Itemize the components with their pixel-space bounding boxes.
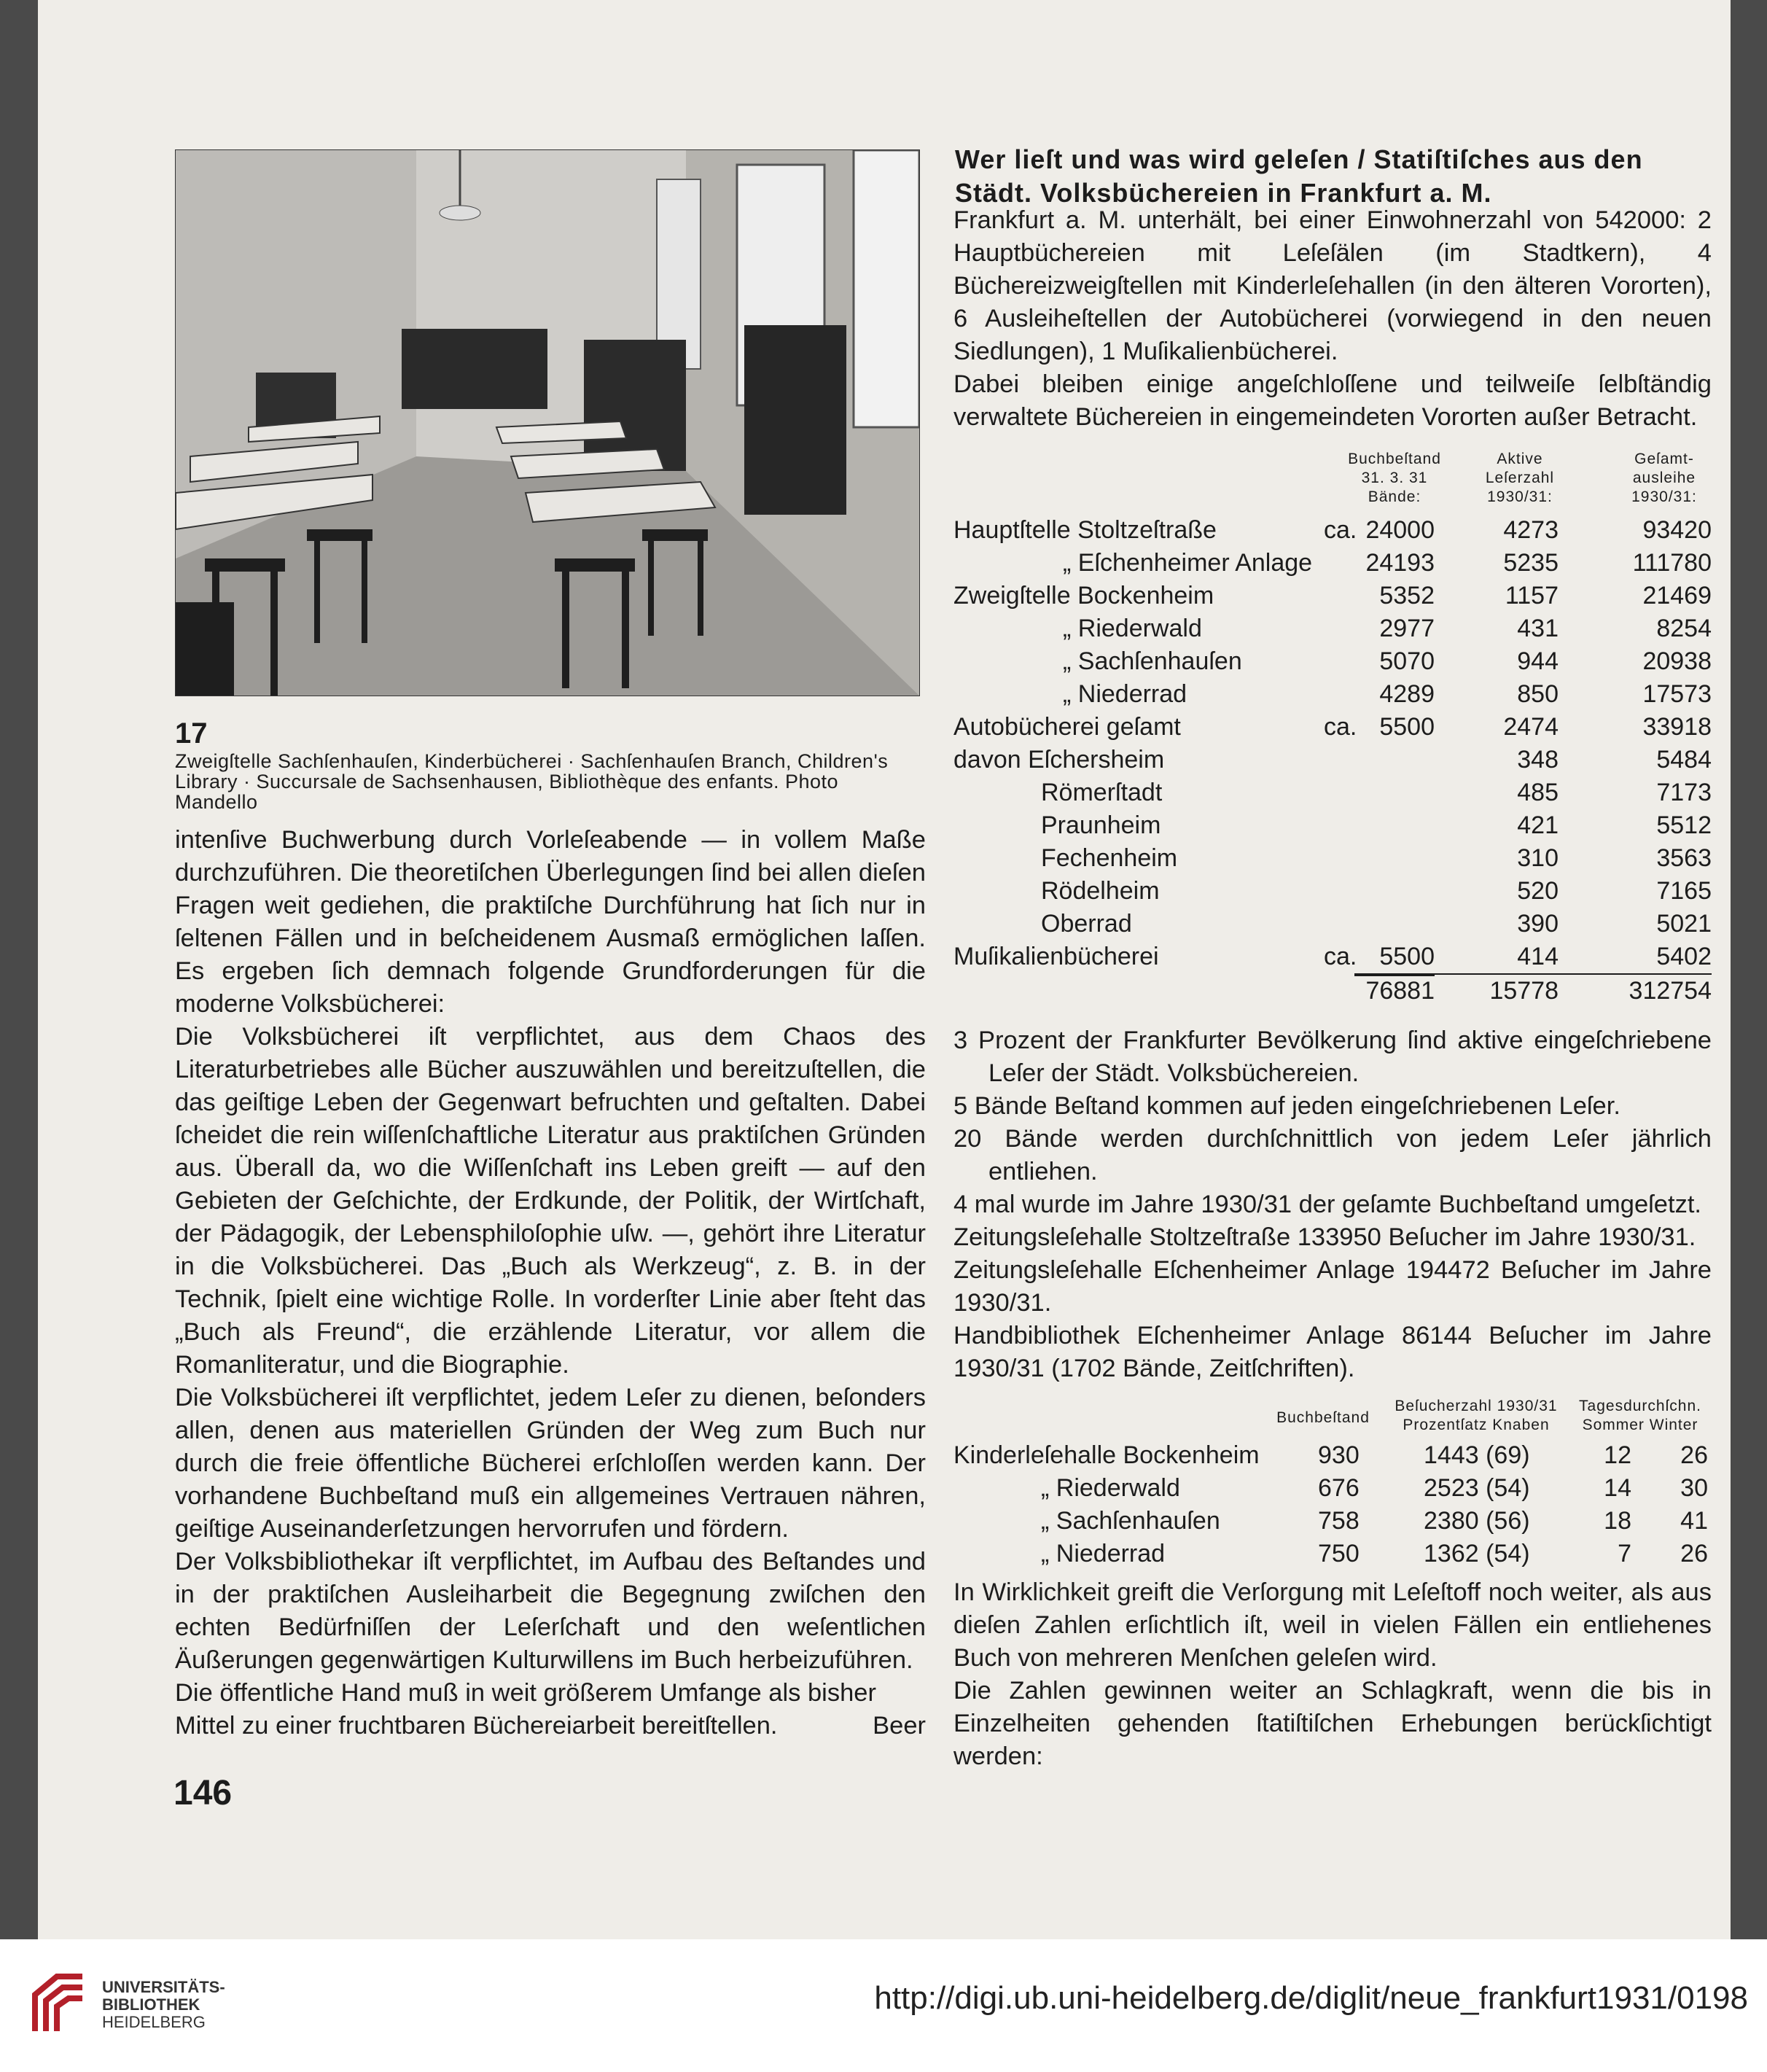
table2-header-bestand: Buchbeſtand: [1276, 1409, 1370, 1426]
row-besucher: 2380 (56): [1424, 1507, 1530, 1535]
table-row: [953, 940, 1712, 973]
row-name: Zweigſtelle Bockenheim: [953, 582, 1214, 609]
row-gesamt: 7173: [1656, 779, 1712, 806]
row-aktive: 310: [1517, 844, 1559, 872]
row-name: davon Eſchersheim: [953, 746, 1165, 774]
table-row: [953, 1472, 1712, 1505]
table-row: [953, 1538, 1712, 1570]
row-bestand: 4289: [1379, 680, 1435, 708]
outro-text: [953, 1576, 1712, 1773]
table-row: [953, 744, 1712, 776]
table2-header-tages: Tagesdurchſchn. Sommer Winter: [1579, 1398, 1701, 1433]
row-bestand: 24000: [1365, 516, 1435, 544]
table-row: [953, 875, 1712, 908]
row-gesamt: 7165: [1656, 877, 1712, 905]
footer-bar: [0, 1939, 1767, 2072]
row-gesamt: 33918: [1642, 713, 1712, 741]
table-row: [953, 580, 1712, 612]
library-name: UNIVERSITÄTS- BIBLIOTHEK HEIDELBERG: [102, 1978, 225, 2031]
row-aktive: 414: [1517, 943, 1559, 970]
row-aktive: 2474: [1503, 713, 1559, 741]
row-sommer: 7: [1618, 1540, 1631, 1567]
stat-item: Handbibliothek Eſchenheimer Anlage 86144 Beſucher im Jahre 1930/31 (1702 Bände, Zeitſchriften).: [953, 1322, 1712, 1382]
photo-illustration: [176, 150, 919, 696]
row-bestand: 750: [1318, 1540, 1360, 1567]
table-row: [953, 678, 1712, 711]
row-bestand: 5352: [1379, 582, 1435, 609]
paragraph: Frankfurt a. M. unterhält, bei einer Einwohnerzahl von 542000: 2 Hauptbüchereien mit Leſeſälen (im Stadtkern), 4 Büchereizweigſtellen mit Kinderleſehallen (in den älteren Vororten), 6 Ausleiheſtellen der Autobücherei (vorwiegend in den neuen Siedlungen), 1 Muſikalienbücherei.: [953, 206, 1712, 365]
figure-number: 17: [175, 717, 208, 749]
figure-caption: Zweigſtelle Sachſenhauſen, Kinderbücherei · Sachſenhauſen Branch, Children's Library · Succursale de Sachsenhausen, Bibliothèque des enfants. Photo Mandello: [175, 750, 889, 813]
row-gesamt: 17573: [1642, 680, 1712, 708]
stat-item: 5 Bände Beſtand kommen auf jeden eingeſchriebenen Leſer.: [953, 1092, 1620, 1120]
table-row: [953, 711, 1712, 744]
author-signature: Beer: [873, 1712, 926, 1740]
row-aktive: 421: [1517, 811, 1559, 839]
row-gesamt: 21469: [1642, 582, 1712, 609]
row-name: Oberrad: [1041, 910, 1132, 938]
paragraph: intenſive Buchwerbung durch Vorleſeabende — in vollem Maße durchzuführen. Die theoretiſchen Überlegungen ſind bei allen dieſen Fragen weit gediehen, die praktiſche Durchführung hat ſich nur in ſeltenen Fällen und in beſcheidenem Ausmaß ermöglichen laſſen. Es ergeben ſich demnach folgende Grundforderungen für die moderne Volksbücherei:: [175, 826, 926, 1018]
row-aktive: 520: [1517, 877, 1559, 905]
row-name: Praunheim: [1041, 811, 1161, 839]
row-besucher: 1362 (54): [1424, 1540, 1530, 1567]
library-logo-icon: [20, 1966, 93, 2038]
paragraph: In Wirklichkeit greift die Verſorgung mit Leſeſtoff noch weiter, als aus dieſen Zahlen erſichtlich iſt, weil in vielen Fällen ein entliehenes Buch von mehreren Menſchen geleſen wird.: [953, 1578, 1712, 1672]
stat-item: 4 mal wurde im Jahre 1930/31 der geſamte Buchbeſtand umgeſetzt.: [953, 1191, 1702, 1218]
row-bestand: 930: [1318, 1441, 1360, 1469]
row-gesamt: 93420: [1642, 516, 1712, 544]
row-winter: 30: [1680, 1474, 1708, 1502]
row-approx: ca.: [1324, 516, 1357, 544]
row-aktive: 485: [1517, 779, 1559, 806]
table-row: [953, 1505, 1712, 1538]
row-winter: 26: [1680, 1540, 1708, 1567]
row-name: „ Eſchenheimer Anlage: [1063, 549, 1313, 577]
paragraph: Die Zahlen gewinnen weiter an Schlagkraft, wenn die bis in Einzelheiten gehenden ſtatiſtiſchen Erhebungen berückſichtigt werden:: [953, 1677, 1712, 1770]
row-besucher: 2523 (54): [1424, 1474, 1530, 1502]
stat-item: 20 Bände werden durchſchnittlich von jedem Leſer jährlich entliehen.: [953, 1125, 1712, 1185]
row-aktive: 850: [1517, 680, 1559, 708]
row-aktive: 5235: [1503, 549, 1559, 577]
row-bestand: 676: [1318, 1474, 1360, 1502]
row-winter: 26: [1680, 1441, 1708, 1469]
table1-underline: [1354, 975, 1435, 976]
row-name: Autobücherei geſamt: [953, 713, 1181, 741]
row-name: „ Niederrad: [1041, 1540, 1166, 1567]
table-total-row: [1354, 973, 1712, 1008]
row-aktive: 431: [1517, 615, 1559, 642]
paragraph: Dabei bleiben einige angeſchloſſene und teilweiſe ſelbſtändig verwaltete Büchereien in eingemeindeten Vororten außer Betracht.: [953, 370, 1712, 431]
row-name: Muſikalienbücherei: [953, 943, 1159, 970]
row-name: „ Sachſenhauſen: [1041, 1507, 1220, 1535]
row-gesamt: 3563: [1656, 844, 1712, 872]
table1-header-aktive: Aktive Leſerzahl 1930/31:: [1485, 451, 1555, 505]
row-bestand: 5070: [1379, 647, 1435, 675]
row-gesamt: 5512: [1656, 811, 1712, 839]
row-approx: ca.: [1324, 713, 1357, 741]
table-row: [953, 776, 1712, 809]
statistics-list: [953, 1024, 1712, 1385]
page-number: 146: [173, 1774, 233, 1812]
table-row: [953, 842, 1712, 875]
library-reading-room-photo: [175, 149, 920, 696]
row-sommer: 14: [1604, 1474, 1631, 1502]
table-row: [953, 514, 1712, 547]
row-gesamt: 5484: [1656, 746, 1712, 774]
row-name: „ Riederwald: [1041, 1474, 1180, 1502]
row-name: Rödelheim: [1041, 877, 1160, 905]
row-gesamt: 8254: [1656, 615, 1712, 642]
intro-text: [953, 204, 1712, 434]
row-name: Römerſtadt: [1041, 779, 1163, 806]
row-besucher: 1443 (69): [1424, 1441, 1530, 1469]
row-name: Fechenheim: [1041, 844, 1178, 872]
left-column-text: [175, 824, 926, 1742]
paragraph: Die Volksbücherei iſt verpflichtet, aus dem Chaos des Literaturbetriebes alle Bücher auszuwählen und bereitzuſtellen, die das geiſtige Leben der Gegenwart befruchten und geſtalten. Dabei ſcheidet die rein wiſſenſchaftliche Literatur aus praktiſchen Gründen aus. Überall da, wo die Wiſſenſchaft ins Leben greift — auf den Gebieten der Geſchichte, der Erdkunde, der Politik, der Wirtſchaft, der Pädagogik, der Lebensphiloſophie uſw. —, gehört ihre Literatur in die Volksbücherei. Das „Buch als Werkzeug“, z. B. in der Technik, ſpielt eine wichtige Rolle. In vorderſter Linie aber ſteht das „Buch als Freund“, die erzählende Literatur, vor allem die Romanliteratur, und die Biographie.: [175, 1023, 926, 1379]
row-bestand: 24193: [1365, 549, 1435, 577]
stat-item: Zeitungsleſehalle Eſchenheimer Anlage 194472 Beſucher im Jahre 1930/31.: [953, 1256, 1712, 1317]
paragraph: Die Volksbücherei iſt verpflichtet, jedem Leſer zu dienen, beſonders allen, denen aus materiellen Gründen der Weg zum Buch nur durch die freie öffentliche Bücherei erſchloſſen werden kann. Der vorhandene Buchbeſtand muß ein allgemeines Vertrauen nähren, geiſtige Auseinanderſetzungen hervorrufen und fördern.: [175, 1384, 926, 1543]
row-aktive: 1157: [1505, 582, 1559, 609]
row-bestand: 2977: [1379, 615, 1435, 642]
row-name: Kinderleſehalle Bockenheim: [953, 1441, 1260, 1469]
row-gesamt: 20938: [1642, 647, 1712, 675]
row-aktive: 4273: [1503, 516, 1559, 544]
permalink-url[interactable]: http://digi.ub.uni-heidelberg.de/diglit/neue_frankfurt1931/0198: [874, 1980, 1748, 2016]
row-name: Hauptſtelle Stoltzeſtraße: [953, 516, 1217, 544]
row-winter: 41: [1680, 1507, 1708, 1535]
row-aktive: 348: [1517, 746, 1559, 774]
article-heading: Wer lieſt und was wird geleſen / Statiſtiſches aus den Städt. Volksbüchereien in Frankfurt a. M.: [955, 144, 1643, 208]
row-name: „ Riederwald: [1063, 615, 1202, 642]
paragraph: [175, 1677, 926, 1742]
stat-item: Zeitungsleſehalle Stoltzeſtraße 133950 Beſucher im Jahre 1930/31.: [953, 1223, 1696, 1251]
table2-header-besucher: Beſucherzahl 1930/31 Prozentſatz Knaben: [1395, 1398, 1558, 1433]
table-row: [953, 809, 1712, 842]
table-row: [953, 908, 1712, 940]
total-bestand: 76881: [1365, 977, 1435, 1005]
paragraph-text: Die öffentliche Hand muß in weit größerem Umfange als bisher Mittel zu einer fruchtbaren Büchereiarbeit bereitſtellen.: [175, 1679, 876, 1740]
library-statistics-table: [953, 514, 1712, 1008]
table-row: [953, 612, 1712, 645]
row-gesamt: 5021: [1656, 910, 1712, 938]
row-aktive: 390: [1517, 910, 1559, 938]
row-approx: ca.: [1324, 943, 1357, 970]
table1-header-gesamt: Geſamt- ausleihe 1930/31:: [1631, 451, 1697, 505]
table-row: [953, 547, 1712, 580]
total-aktive: 15778: [1489, 977, 1559, 1005]
row-bestand: 758: [1318, 1507, 1360, 1535]
row-gesamt: 5402: [1656, 943, 1712, 970]
childrens-reading-hall-table: [953, 1439, 1712, 1570]
row-bestand: 5500: [1379, 713, 1435, 741]
paragraph: Der Volksbibliothekar iſt verpflichtet, im Aufbau des Beſtandes und in der praktiſchen Ausleiharbeit die Begegnung zwiſchen den echten Bedürfniſſen der Leſerſchaft und den weſentlichen Äußerungen gegenwärtigen Kulturwillens im Buch herbeizuführen.: [175, 1548, 926, 1674]
table-row: [953, 645, 1712, 678]
total-gesamt: 312754: [1628, 977, 1712, 1005]
row-name: „ Niederrad: [1063, 680, 1187, 708]
row-sommer: 12: [1604, 1441, 1631, 1469]
stat-item: 3 Prozent der Frankfurter Bevölkerung ſind aktive eingeſchriebene Leſer der Städt. Volksbüchereien.: [953, 1027, 1712, 1087]
row-aktive: 944: [1517, 647, 1559, 675]
row-gesamt: 111780: [1632, 549, 1712, 577]
table-row: [953, 1439, 1712, 1472]
table1-header-bestand: Buchbeſtand 31. 3. 31 Bände:: [1348, 451, 1441, 505]
row-sommer: 18: [1604, 1507, 1631, 1535]
row-name: „ Sachſenhauſen: [1063, 647, 1242, 675]
row-bestand: 5500: [1379, 943, 1435, 970]
